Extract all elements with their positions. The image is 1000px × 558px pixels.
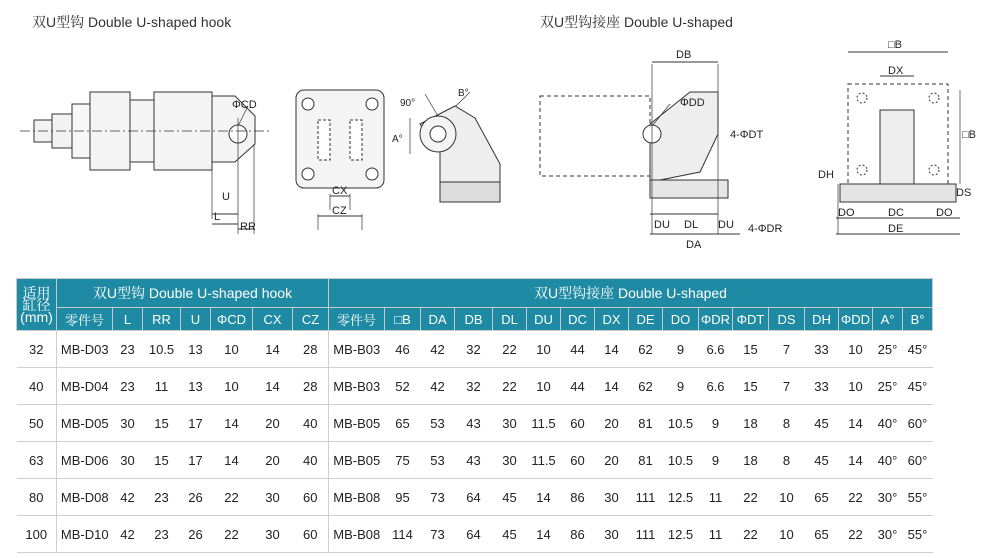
table-cell: 14	[839, 405, 873, 442]
seat-col-header: DB	[455, 308, 493, 331]
table-cell: 14	[253, 368, 293, 405]
seat-col-header: ΦDR	[699, 308, 733, 331]
label-du-right: DU	[718, 219, 734, 231]
table-cell: 32	[17, 331, 57, 368]
table-cell: 18	[733, 405, 769, 442]
seat-col-header: DO	[663, 308, 699, 331]
table-cell: 73	[421, 516, 455, 553]
table-cell: 6.6	[699, 331, 733, 368]
table-cell: 17	[181, 442, 211, 479]
seat-col-header: DE	[629, 308, 663, 331]
table-cell: 33	[805, 368, 839, 405]
table-cell: 80	[17, 479, 57, 516]
table-cell: 14	[527, 479, 561, 516]
table-cell: 50	[17, 405, 57, 442]
table-row	[17, 479, 933, 516]
label-phi-dd: ΦDD	[680, 97, 705, 109]
seat-col-header: 零件号	[329, 308, 385, 331]
table-cell: MB-D08	[57, 479, 113, 516]
table-cell: 10	[769, 516, 805, 553]
table-cell: 22	[839, 479, 873, 516]
table-cell: 53	[421, 442, 455, 479]
table-row	[17, 516, 933, 553]
table-cell: 9	[663, 331, 699, 368]
table-cell: 14	[527, 516, 561, 553]
table-cell: 55°	[903, 516, 933, 553]
table-cell: 60	[561, 405, 595, 442]
seat-col-header: DL	[493, 308, 527, 331]
seat-title: 双U型钩接座 Double U-shaped	[540, 14, 733, 30]
table-cell: 43	[455, 405, 493, 442]
table-cell: 30°	[873, 479, 903, 516]
table-cell: 73	[421, 479, 455, 516]
table-cell: 10	[839, 368, 873, 405]
table-cell: 10	[527, 368, 561, 405]
table-cell: 11	[699, 479, 733, 516]
label-de: DE	[888, 223, 904, 235]
table-cell: 40°	[873, 405, 903, 442]
table-row	[17, 368, 933, 405]
table-cell: 7	[769, 368, 805, 405]
table-cell: 65	[805, 479, 839, 516]
table-cell: 30	[253, 479, 293, 516]
table-cell: 45	[493, 516, 527, 553]
table-cell: 25°	[873, 368, 903, 405]
table-cell: 60	[293, 479, 329, 516]
table-row	[17, 405, 933, 442]
seat-col-header: DH	[805, 308, 839, 331]
table-cell: 20	[595, 405, 629, 442]
table-cell: 25°	[873, 331, 903, 368]
seat-col-header: DX	[595, 308, 629, 331]
table-cell: 11	[699, 516, 733, 553]
table-cell: MB-D04	[57, 368, 113, 405]
seat-isometric-view	[410, 92, 500, 202]
table-cell: 65	[805, 516, 839, 553]
table-cell: 7	[769, 331, 805, 368]
table-cell: 65	[385, 405, 421, 442]
table-cell: MB-D05	[57, 405, 113, 442]
table-cell: 11.5	[527, 442, 561, 479]
table-cell: 42	[113, 479, 143, 516]
table-cell: 23	[143, 479, 181, 516]
table-cell: 18	[733, 442, 769, 479]
seat-col-header: DU	[527, 308, 561, 331]
table-cell: 64	[455, 516, 493, 553]
table-body	[17, 331, 933, 553]
table-cell: 42	[113, 516, 143, 553]
table-cell: 111	[629, 516, 663, 553]
table-cell: 32	[455, 331, 493, 368]
label-90-deg: 90°	[400, 98, 416, 109]
table-cell: 46	[385, 331, 421, 368]
table-cell: 10	[839, 331, 873, 368]
table-cell: 9	[663, 368, 699, 405]
seat-side-view	[540, 62, 740, 234]
table-cell: 15	[733, 331, 769, 368]
label-du-left: DU	[654, 219, 670, 231]
table-cell: 30	[493, 442, 527, 479]
label-dl: DL	[684, 219, 699, 231]
label-db: DB	[676, 49, 692, 61]
table-cell: 28	[293, 368, 329, 405]
table-cell: 60°	[903, 405, 933, 442]
table-cell: 30	[113, 405, 143, 442]
table-cell: 14	[595, 331, 629, 368]
table-cell: 10.5	[663, 405, 699, 442]
group-hook-header: 双U型钩 Double U-shaped hook	[57, 279, 329, 308]
table-cell: 30	[493, 405, 527, 442]
table-cell: MB-D10	[57, 516, 113, 553]
label-cx: CX	[332, 185, 348, 197]
table-cell: 15	[143, 405, 181, 442]
label-ds: DS	[956, 187, 972, 199]
table-cell: 86	[561, 516, 595, 553]
table-cell: 8	[769, 442, 805, 479]
table-cell: 62	[629, 368, 663, 405]
table-cell: 30	[595, 516, 629, 553]
table-cell: 26	[181, 516, 211, 553]
table-cell: 14	[211, 442, 253, 479]
table-cell: 10.5	[143, 331, 181, 368]
table-cell: 81	[629, 405, 663, 442]
table-cell: 14	[211, 405, 253, 442]
table-cell: MB-B08	[329, 516, 385, 553]
table-cell: 10	[211, 331, 253, 368]
table-cell: 20	[595, 442, 629, 479]
table-cell: 22	[733, 516, 769, 553]
label-rr: RR	[240, 221, 256, 233]
hook-col-header: U	[181, 308, 211, 331]
table-cell: 40	[17, 368, 57, 405]
table-cell: 60	[561, 442, 595, 479]
table-cell: 11	[143, 368, 181, 405]
hook-col-header: CZ	[293, 308, 329, 331]
seat-col-header: □B	[385, 308, 421, 331]
label-dc: DC	[888, 207, 904, 219]
table-cell: MB-B03	[329, 331, 385, 368]
technical-drawings	[0, 34, 1000, 274]
label-cz: CZ	[332, 205, 347, 217]
table-row	[17, 331, 933, 368]
label-da: DA	[686, 239, 702, 251]
label-b-deg: B°	[458, 88, 469, 99]
table-cell: 60	[293, 516, 329, 553]
label-4-phi-dt: 4-ΦDT	[730, 129, 764, 141]
table-cell: 86	[561, 479, 595, 516]
hook-col-header: RR	[143, 308, 181, 331]
table-cell: 10	[527, 331, 561, 368]
table-cell: 26	[181, 479, 211, 516]
table-cell: 12.5	[663, 479, 699, 516]
table-cell: 6.6	[699, 368, 733, 405]
seat-col-header: A°	[873, 308, 903, 331]
table-cell: 64	[455, 479, 493, 516]
table-cell: 22	[493, 368, 527, 405]
table-cell: 45	[805, 442, 839, 479]
table-cell: 20	[253, 405, 293, 442]
table-cell: 111	[629, 479, 663, 516]
label-dx: DX	[888, 65, 904, 77]
table-cell: 40	[293, 405, 329, 442]
table-cell: MB-B03	[329, 368, 385, 405]
table-cell: 43	[455, 442, 493, 479]
table-cell: MB-B05	[329, 405, 385, 442]
table-cell: 62	[629, 331, 663, 368]
table-cell: 40°	[873, 442, 903, 479]
table-cell: 32	[455, 368, 493, 405]
label-l: L	[214, 211, 221, 223]
table-cell: 9	[699, 442, 733, 479]
column-header-row	[17, 308, 933, 331]
table-cell: 14	[595, 368, 629, 405]
table-cell: 114	[385, 516, 421, 553]
seat-col-header: ΦDD	[839, 308, 873, 331]
table-cell: 17	[181, 405, 211, 442]
seat-col-header: DS	[769, 308, 805, 331]
table-cell: MB-B05	[329, 442, 385, 479]
table-cell: 10	[769, 479, 805, 516]
seat-col-header: ΦDT	[733, 308, 769, 331]
table-cell: 14	[253, 331, 293, 368]
label-sq-b-top: □B	[888, 39, 902, 51]
table-cell: 22	[211, 516, 253, 553]
seat-col-header: DC	[561, 308, 595, 331]
hook-col-header: L	[113, 308, 143, 331]
table-cell: 13	[181, 368, 211, 405]
table-row	[17, 442, 933, 479]
table-cell: 11.5	[527, 405, 561, 442]
hook-side-view	[20, 92, 270, 234]
table-cell: 15	[143, 442, 181, 479]
table-cell: 13	[181, 331, 211, 368]
seat-col-header: DA	[421, 308, 455, 331]
label-4-phi-dr: 4-ΦDR	[748, 223, 783, 235]
table-cell: 23	[113, 368, 143, 405]
table-cell: 20	[253, 442, 293, 479]
table-cell: 14	[839, 442, 873, 479]
table-cell: 8	[769, 405, 805, 442]
table-cell: 100	[17, 516, 57, 553]
table-cell: 9	[699, 405, 733, 442]
table-cell: 55°	[903, 479, 933, 516]
table-cell: 30	[253, 516, 293, 553]
table-cell: 10.5	[663, 442, 699, 479]
table-cell: 40	[293, 442, 329, 479]
table-cell: 33	[805, 331, 839, 368]
seat-col-header: B°	[903, 308, 933, 331]
table-cell: 60°	[903, 442, 933, 479]
label-do-right: DO	[936, 207, 953, 219]
table-cell: 22	[493, 331, 527, 368]
table-cell: 75	[385, 442, 421, 479]
table-cell: MB-B08	[329, 479, 385, 516]
table-cell: 63	[17, 442, 57, 479]
table-cell: 53	[421, 405, 455, 442]
table-cell: 15	[733, 368, 769, 405]
table-cell: 30	[113, 442, 143, 479]
table-cell: 22	[211, 479, 253, 516]
table-cell: 81	[629, 442, 663, 479]
table-cell: 45°	[903, 368, 933, 405]
table-cell: 42	[421, 331, 455, 368]
label-do-left: DO	[838, 207, 855, 219]
table-cell: 22	[733, 479, 769, 516]
table-cell: 45	[805, 405, 839, 442]
hook-title: 双U型钩 Double U-shaped hook	[32, 14, 232, 30]
table-cell: 42	[421, 368, 455, 405]
label-dh: DH	[818, 169, 834, 181]
label-sq-b-side: □B	[962, 129, 976, 141]
bore-header: 适用 缸径 (mm)	[17, 279, 57, 331]
group-seat-header: 双U型钩接座 Double U-shaped	[329, 279, 933, 308]
table-cell: 23	[143, 516, 181, 553]
label-phi-cd: ΦCD	[232, 99, 257, 111]
table-cell: 22	[839, 516, 873, 553]
hook-col-header: ΦCD	[211, 308, 253, 331]
table-cell: 45	[493, 479, 527, 516]
table-cell: 52	[385, 368, 421, 405]
table-cell: 10	[211, 368, 253, 405]
spec-table	[16, 278, 933, 553]
table-cell: 12.5	[663, 516, 699, 553]
label-u: U	[222, 191, 230, 203]
label-a-deg: A°	[392, 134, 403, 145]
table-cell: MB-D06	[57, 442, 113, 479]
hook-col-header: CX	[253, 308, 293, 331]
table-cell: 95	[385, 479, 421, 516]
hook-col-header: 零件号	[57, 308, 113, 331]
table-cell: 28	[293, 331, 329, 368]
table-cell: 44	[561, 331, 595, 368]
table-cell: 23	[113, 331, 143, 368]
table-cell: 45°	[903, 331, 933, 368]
table-cell: 30	[595, 479, 629, 516]
table-cell: 30°	[873, 516, 903, 553]
table-cell: 44	[561, 368, 595, 405]
table-cell: MB-D03	[57, 331, 113, 368]
